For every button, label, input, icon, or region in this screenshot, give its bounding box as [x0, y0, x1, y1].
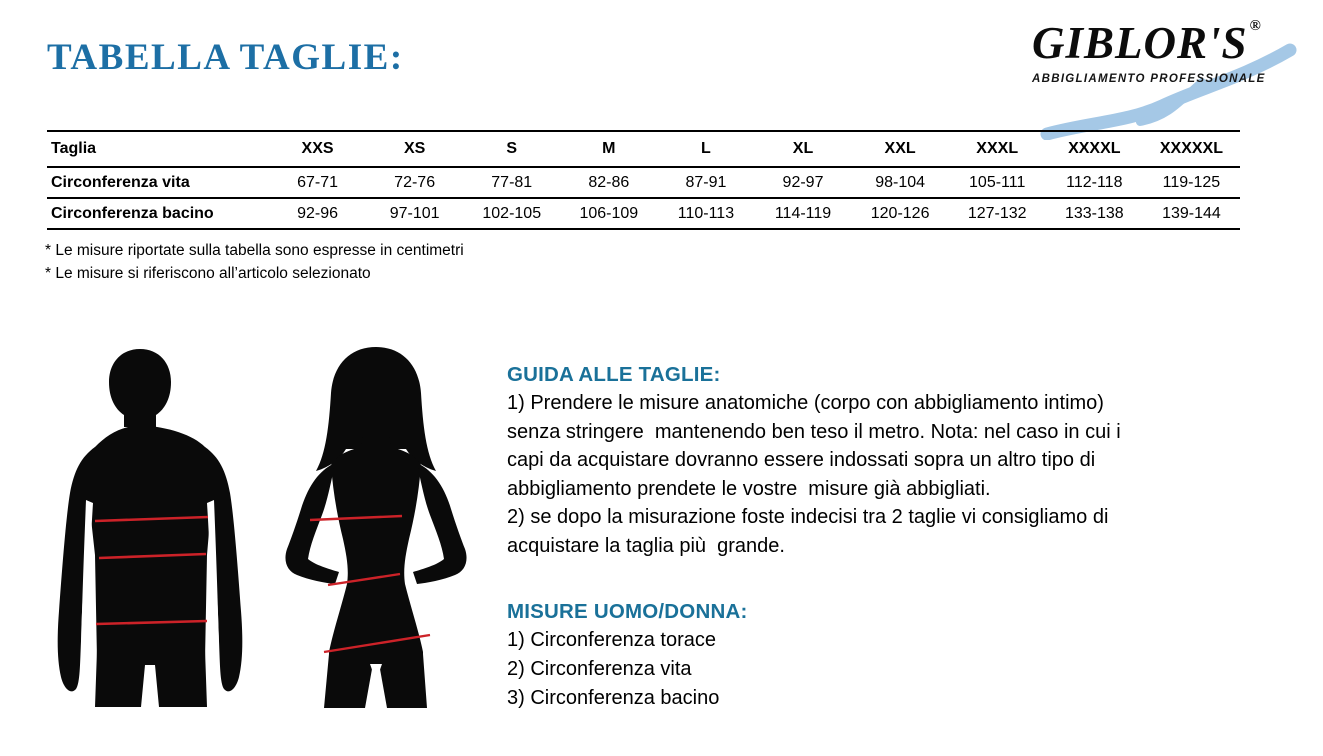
size-value-cell: 133-138	[1046, 198, 1143, 229]
size-column-header: M	[560, 131, 657, 167]
guide-text-line: senza stringere mantenendo ben teso il metro. Nota: nel caso in cui i	[507, 420, 1121, 443]
female-body-shape	[285, 347, 466, 708]
female-body-silhouette	[272, 344, 482, 711]
guide-text-line: acquistare la taglia più grande.	[507, 534, 785, 557]
size-guide-text-block	[507, 360, 1257, 713]
size-table-row	[47, 167, 1240, 198]
size-value-cell: 110-113	[657, 198, 754, 229]
logo-tagline: ABBIGLIAMENTO PROFESSIONALE	[1032, 72, 1266, 85]
size-value-cell: 127-132	[949, 198, 1046, 229]
size-table-corner-header: Taglia	[47, 131, 269, 167]
size-value-cell: 106-109	[560, 198, 657, 229]
size-column-header: L	[657, 131, 754, 167]
measure-item-bacino: 3) Circonferenza bacino	[507, 686, 720, 709]
measure-item-torace: 1) Circonferenza torace	[507, 628, 716, 651]
size-value-cell: 105-111	[949, 167, 1046, 198]
size-value-cell: 112-118	[1046, 167, 1143, 198]
guide-text-line: 1) Prendere le misure anatomiche (corpo con abbigliamento intimo)	[507, 392, 1104, 414]
size-column-header: XL	[754, 131, 851, 167]
size-table-row	[47, 198, 1240, 229]
size-table	[47, 130, 1240, 230]
size-value-cell: 98-104	[852, 167, 949, 198]
size-value-cell: 102-105	[463, 198, 560, 229]
size-column-header: XXXL	[949, 131, 1046, 167]
page-title: TABELLA TAGLIE:	[47, 37, 404, 78]
male-body-shape	[58, 349, 243, 707]
size-row-label: Circonferenza vita	[47, 167, 269, 198]
size-value-cell: 77-81	[463, 167, 560, 198]
guide-text-line: capi da acquistare dovranno essere indossati sopra un altro tipo di	[507, 449, 1096, 472]
registered-trademark-icon: ®	[1249, 18, 1262, 34]
size-row-label: Circonferenza bacino	[47, 198, 269, 229]
size-value-cell: 120-126	[852, 198, 949, 229]
size-value-cell: 67-71	[269, 167, 366, 198]
footnote-article: * Le misure si riferiscono all’articolo selezionato	[45, 264, 371, 282]
size-value-cell: 72-76	[366, 167, 463, 198]
guide-text-line: 2) se dopo la misurazione foste indecisi tra 2 taglie vi consigliamo di	[507, 506, 1109, 529]
size-column-header: S	[463, 131, 560, 167]
measures-heading: MISURE UOMO/DONNA:	[507, 599, 748, 623]
size-column-header: XXS	[269, 131, 366, 167]
size-column-header: XXXXL	[1046, 131, 1143, 167]
size-value-cell: 114-119	[754, 198, 851, 229]
size-value-cell: 92-97	[754, 167, 851, 198]
giblors-logo	[1032, 18, 1307, 123]
measure-item-vita: 2) Circonferenza vita	[507, 657, 692, 680]
guide-text-line: abbigliamento prendete le vostre misure già abbigliati.	[507, 477, 991, 500]
size-value-cell: 92-96	[269, 198, 366, 229]
size-value-cell: 82-86	[560, 167, 657, 198]
size-table-body	[47, 167, 1240, 229]
footnote-units: * Le misure riportate sulla tabella sono espresse in centimetri	[45, 242, 464, 259]
size-table-header-row	[47, 131, 1240, 167]
guide-heading: GUIDA ALLE TAGLIE:	[507, 363, 721, 386]
size-value-cell: 87-91	[657, 167, 754, 198]
male-body-silhouette	[55, 345, 245, 710]
size-value-cell: 119-125	[1143, 167, 1240, 198]
brand-name: GIBLOR'S	[1032, 18, 1248, 68]
size-value-cell: 97-101	[366, 198, 463, 229]
size-value-cell: 139-144	[1143, 198, 1240, 229]
size-column-header: XXL	[852, 131, 949, 167]
size-column-header: XS	[366, 131, 463, 167]
table-footnotes	[45, 240, 464, 285]
logo-brand-text	[1032, 18, 1307, 69]
size-column-header: XXXXXL	[1143, 131, 1240, 167]
